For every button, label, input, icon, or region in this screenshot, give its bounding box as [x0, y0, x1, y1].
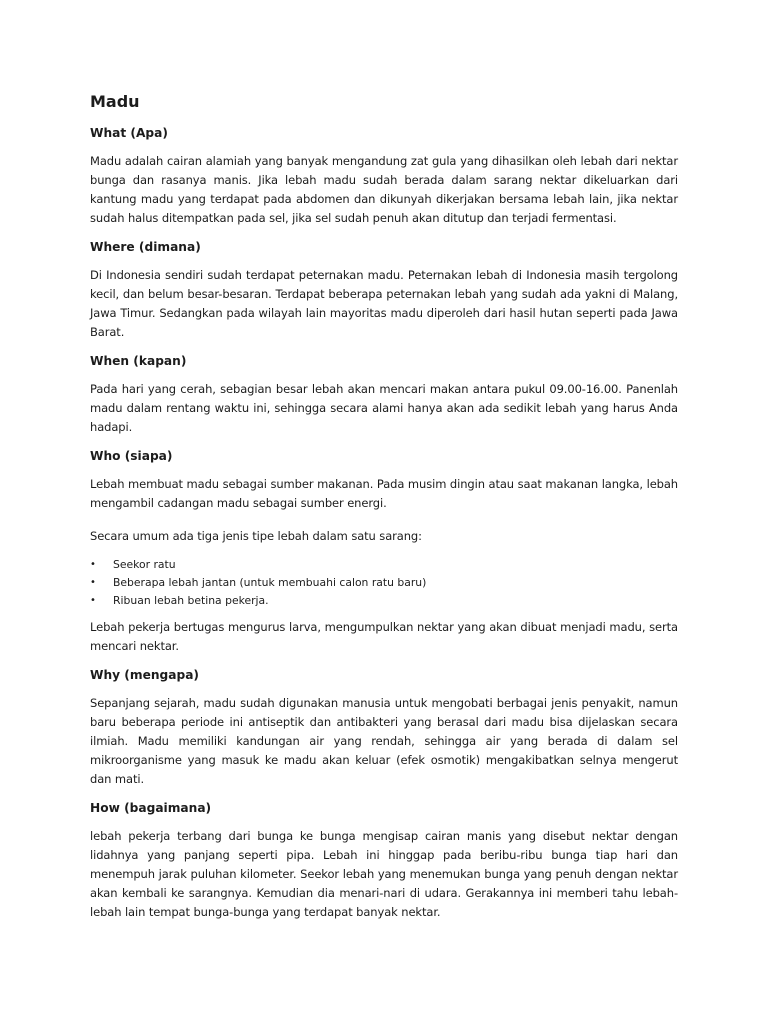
section-heading-how: How (bagaimana) — [90, 801, 212, 815]
paragraph-why: Sepanjang sejarah, madu sudah digunakan manusia untuk mengobati berbagai jenis penyakit, namun baru beberapa periode ini antiseptik dan antibakteri yang berasal dari madu bisa dijelaskan secara ilmiah. Madu memiliki kandungan air yang rendah, sehingga air yang berada di dalam sel mikroorganisme yang masuk ke madu akan keluar (efek osmotik) mengakibatkan selnya mengerut dan mati. — [90, 696, 678, 786]
paragraph-who: Lebah membuat madu sebagai sumber makanan. Pada musim dingin atau saat makanan langka, lebah mengambil cadangan madu sebagai sumber energi. — [90, 477, 678, 510]
section-heading-where: Where (dimana) — [90, 240, 201, 254]
list-item — [90, 592, 678, 610]
paragraph-when: Pada hari yang cerah, sebagian besar lebah akan mencari makan antara pukul 09.00-16.00. Panenlah madu dalam rentang waktu ini, sehingga secara alami hanya akan ada sedikit lebah yang harus Anda hadapi. — [90, 382, 678, 434]
bullet-icon: • — [90, 595, 96, 606]
document-page — [90, 92, 678, 932]
bullet-icon: • — [90, 559, 96, 570]
paragraph-who-intro: Secara umum ada tiga jenis tipe lebah dalam satu sarang: — [90, 529, 422, 543]
list-item-text: Beberapa lebah jantan (untuk membuahi calon ratu baru) — [113, 576, 427, 589]
paragraph-where: Di Indonesia sendiri sudah terdapat peternakan madu. Peternakan lebah di Indonesia masih tergolong kecil, dan belum besar-besaran. Terdapat beberapa peternakan lebah yang sudah ada yakni di Malang, Jawa Timur. Sedangkan pada wilayah lain mayoritas madu diperoleh dari hasil hutan seperti pada Jawa Barat. — [90, 268, 678, 339]
bullet-icon: • — [90, 577, 96, 588]
paragraph-what: Madu adalah cairan alamiah yang banyak mengandung zat gula yang dihasilkan oleh lebah dari nektar bunga dan rasanya manis. Jika lebah madu sudah berada dalam sarang nektar dikeluarkan dari kantung madu yang terdapat pada abdomen dan dikunyah dikerjakan bersama lebah lain, jika nektar sudah halus ditempatkan pada sel, jika sel sudah penuh akan ditutup dan terjadi fermentasi. — [90, 154, 678, 225]
section-heading-why: Why (mengapa) — [90, 668, 199, 682]
section-heading-when: When (kapan) — [90, 354, 187, 368]
bee-types-list — [90, 556, 678, 610]
paragraph-who-workers: Lebah pekerja bertugas mengurus larva, mengumpulkan nektar yang akan dibuat menjadi madu, serta mencari nektar. — [90, 620, 678, 653]
list-item — [90, 556, 678, 574]
list-item-text: Seekor ratu — [113, 558, 176, 571]
list-item — [90, 574, 678, 592]
paragraph-how: lebah pekerja terbang dari bunga ke bunga mengisap cairan manis yang disebut nektar dengan lidahnya yang panjang seperti pipa. Lebah ini hinggap pada beribu-ribu bunga tiap hari dan menempuh jarak puluhan kilometer. Seekor lebah yang menemukan bunga yang penuh dengan nektar akan kembali ke sarangnya. Kemudian dia menari-nari di udara. Gerakannya ini memberi tahu lebah-lebah lain tempat bunga-bunga yang terdapat banyak nektar. — [90, 829, 678, 919]
section-heading-what: What (Apa) — [90, 126, 168, 140]
document-title: Madu — [90, 92, 140, 111]
section-heading-who: Who (siapa) — [90, 449, 173, 463]
list-item-text: Ribuan lebah betina pekerja. — [113, 594, 269, 607]
